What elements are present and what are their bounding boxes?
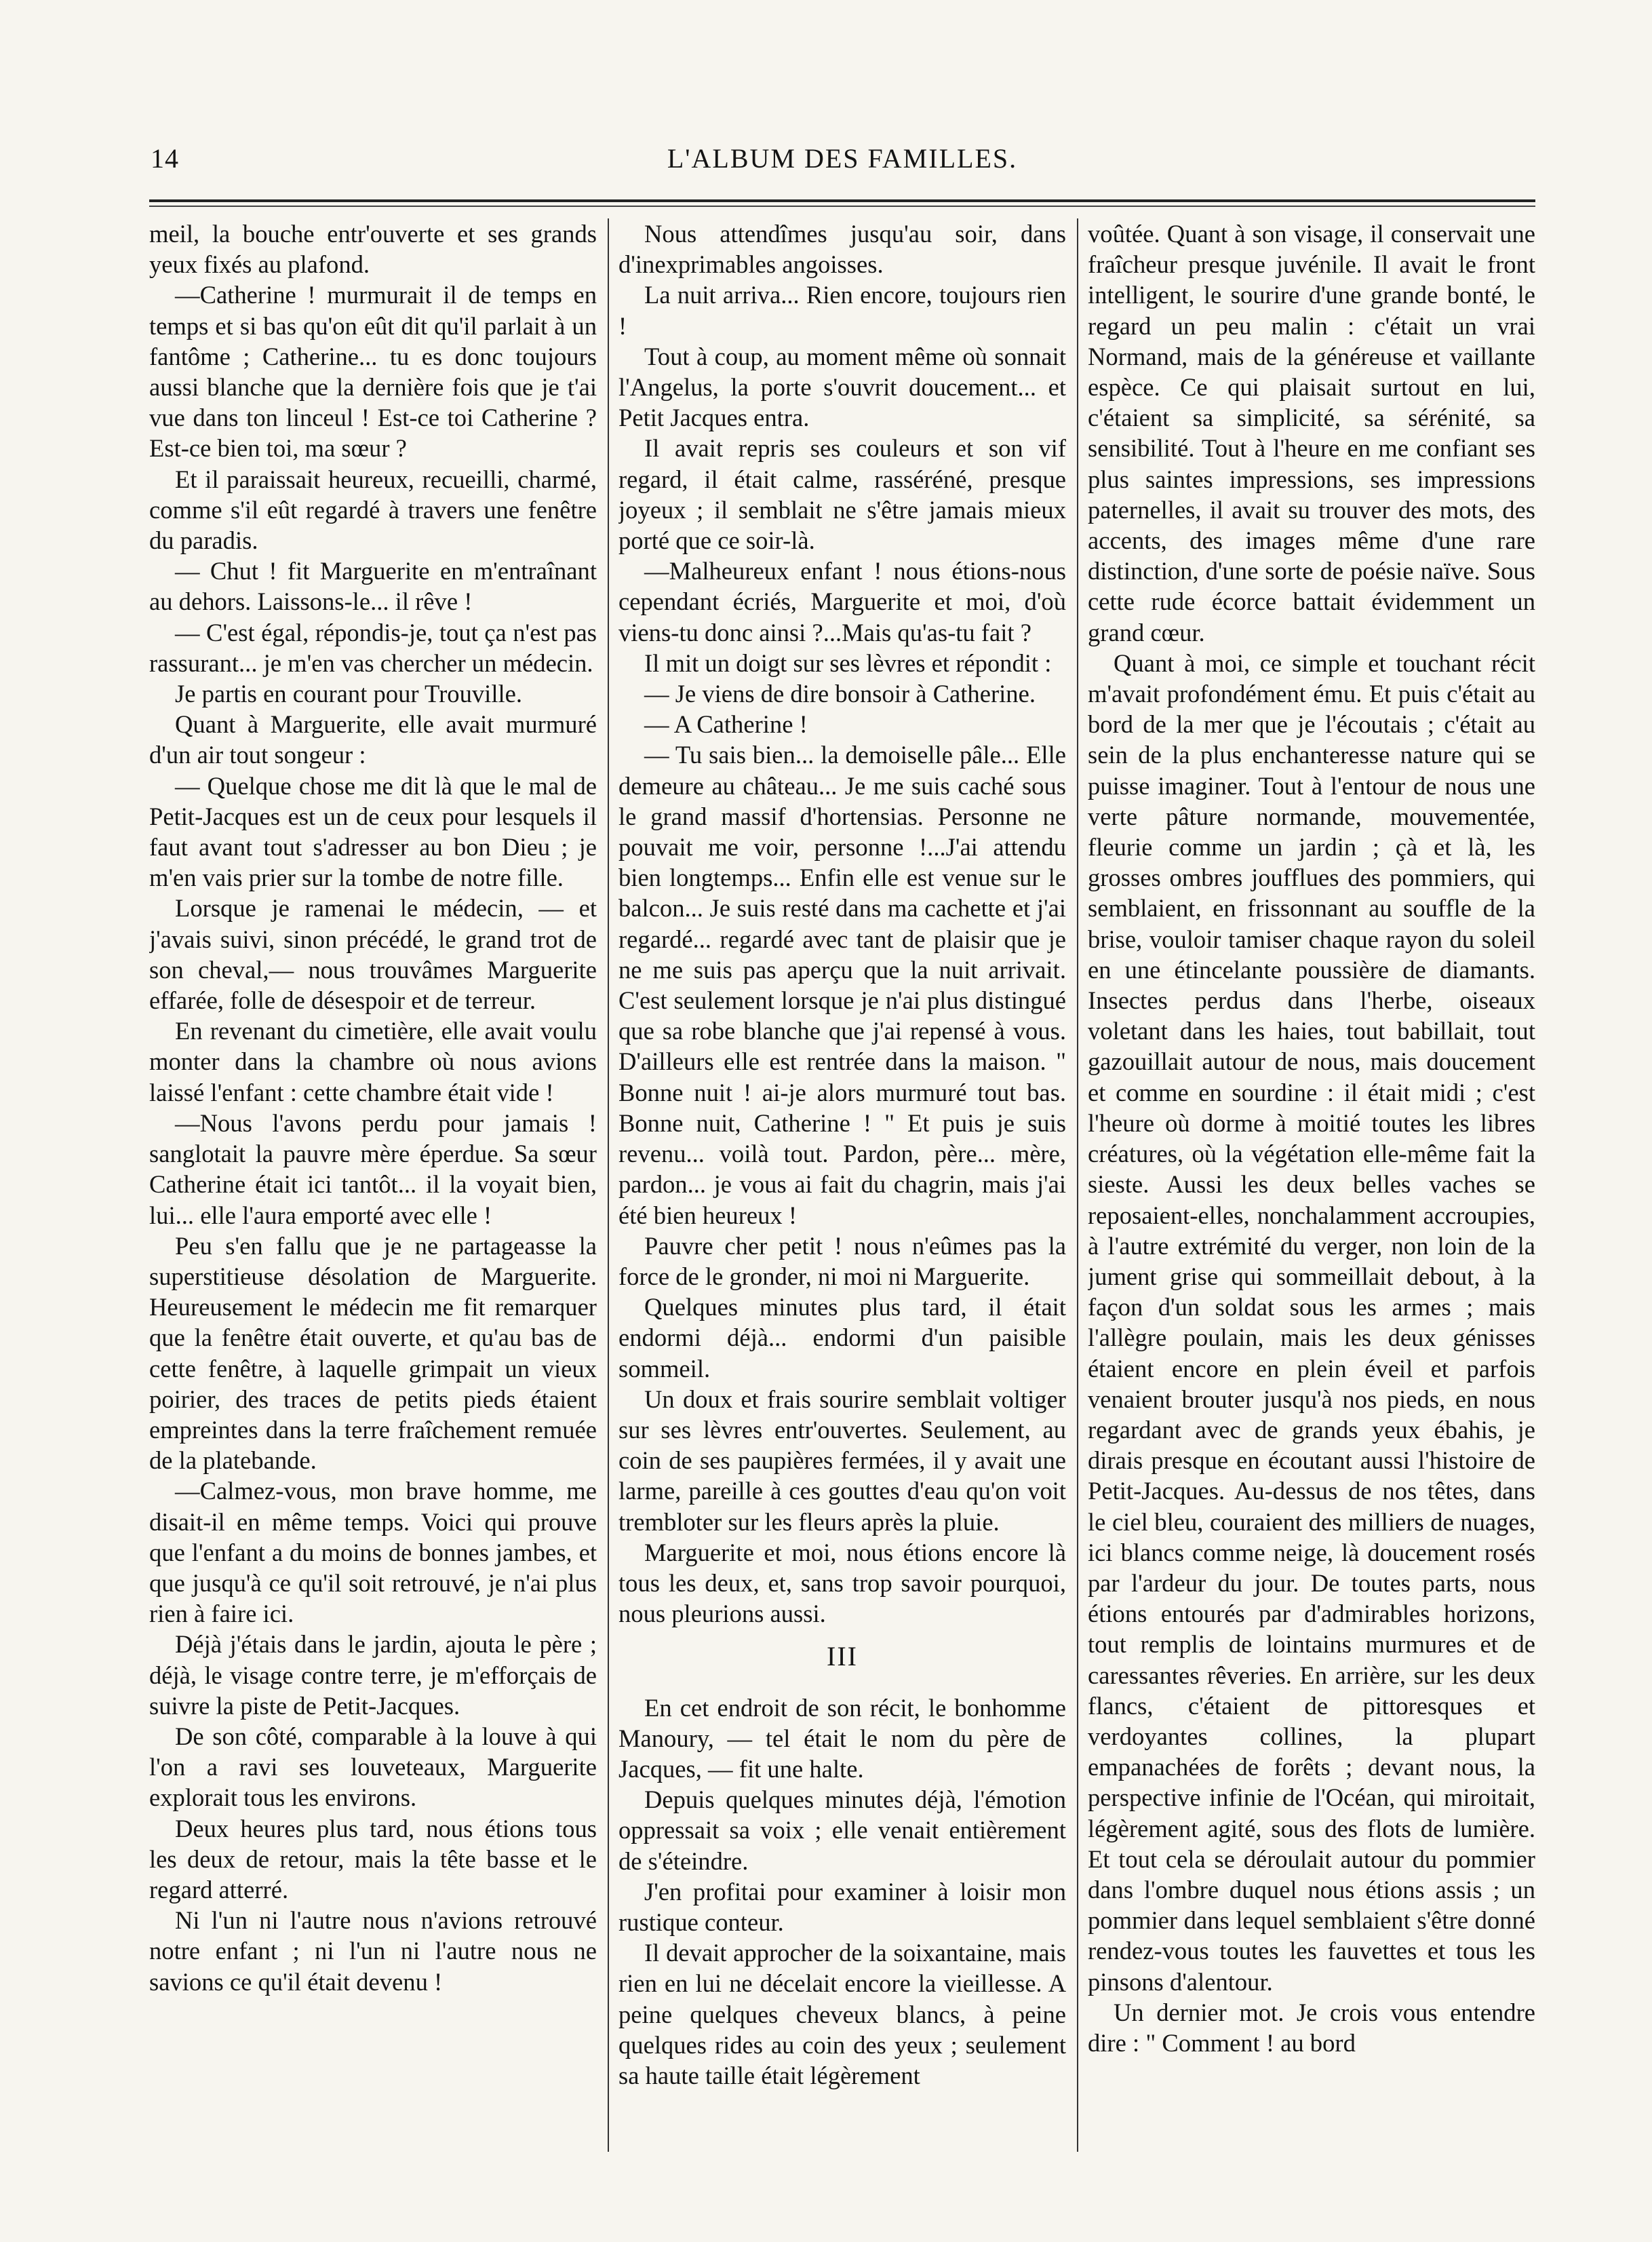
paragraph: Depuis quelques minutes déjà, l'émotion oppressait sa voix ; elle venait entièrement de s'éteindre. [618,1785,1066,1875]
paragraph: — Je viens de dire bonsoir à Catherine. [644,680,1036,708]
paragraph: Marguerite et moi, nous étions encore là tous les deux, et, sans trop savoir pourquoi, nous pleurions aussi. [618,1538,1066,1628]
paragraph: Je partis en courant pour Trouville. [175,680,523,708]
paragraph: voûtée. Quant à son visage, il conservait une fraîcheur presque juvénile. Il avait le front intelligent, le sourire d'une grande bonté, le regard un peu malin : c'était un vrai Normand, mais de la généreuse et vaillante espèce. Ce qui plaisait surtout en lui, c'étaient sa simplicité, sa sérénité, sa sensibilité. Tout à l'heure en me confiant ses plus saintes impressions, ses impressions paternelles, il avait su trouver des mots, des accents, des images même d'une rare distinction, d'une sorte de poésie naïve. Sous cette rude écorce battait évidemment un grand cœur. [1088,220,1535,646]
paragraph: Pauvre cher petit ! nous n'eûmes pas la force de le gronder, ni moi ni Marguerite. [618,1231,1066,1290]
paragraph: —Catherine ! murmurait il de temps en temps et si bas qu'on eût dit qu'il parlait à un fantôme ; Catherine... tu es donc toujours aussi blanche que la dernière fois que je t'ai vue dans ton linceul ! Est-ce toi Catherine ? Est-ce bien toi, ma sœur ? [149,281,597,463]
paragraph: Ni l'un ni l'autre nous n'avions retrouvé notre enfant ; ni l'un ni l'autre nous ne savions ce qu'il était devenu ! [149,1906,597,1996]
header-rule [149,199,1535,202]
paragraph: Quant à Marguerite, elle avait murmuré d'un air tout songeur : [149,710,597,769]
paragraph: meil, la bouche entr'ouverte et ses grands yeux fixés au plafond. [149,220,597,279]
paragraph: — Tu sais bien... la demoiselle pâle... Elle demeure au château... Je me suis caché sous le grand massif d'hortensias. Personne ne pouvait me voir, personne !...J'ai attendu bien longtemps... Enfin elle est venue sur le balcon... Je suis resté dans ma cachette et j'ai regardé... regardé avec tant de plaisir que je ne me suis pas aperçu que la nuit arrivait. C'est seulement lorsque je n'ai plus distingué que sa robe blanche que j'ai repensé à vous. D'ailleurs elle est rentrée dans la maison. " Bonne nuit ! ai-je alors murmuré tout bas. Bonne nuit, Catherine ! " Et puis je suis revenu... voilà tout. Pardon, père... mère, pardon... je vous ai fait du chagrin, mais j'ai été bien heureux ! [618,741,1066,1229]
paragraph: J'en profitai pour examiner à loisir mon rustique conteur. [618,1877,1066,1936]
paragraph: —Calmez-vous, mon brave homme, me disait-il en même temps. Voici qui prouve que l'enfant a du moins de bonnes jambes, et que jusqu'à ce qu'il soit retrouvé, je n'ai plus rien à faire ici. [149,1477,597,1628]
paragraph: Tout à coup, au moment même où sonnait l'Angelus, la porte s'ouvrit doucement... et Petit Jacques entra. [618,342,1066,432]
page [149,142,1535,2171]
column-separator [1077,218,1078,2152]
header-rule-thin [149,206,1535,207]
paragraph: Un dernier mot. Je crois vous entendre dire : " Comment ! au bord [1088,1998,1535,2057]
text-column-2 [618,218,1066,2165]
paragraph: Deux heures plus tard, nous étions tous les deux de retour, mais la tête basse et le regard atterré. [149,1814,597,1903]
paragraph: Un doux et frais sourire semblait voltiger sur ses lèvres entr'ouvertes. Seulement, au coin de ses paupières fermées, il y avait une larme, pareille à ces gouttes d'eau qu'on voit trembloter sur les fleurs après la pluie. [618,1385,1066,1536]
section-heading: III [827,1641,858,1672]
text-column-3 [1088,218,1535,2165]
paragraph: Lorsque je ramenai le médecin, — et j'avais suivi, sinon précédé, le grand trot de son cheval,— nous trouvâmes Marguerite effarée, folle de désespoir et de terreur. [149,894,597,1015]
paragraph: De son côté, comparable à la louve à qui l'on a ravi ses louveteaux, Marguerite explorait tous les environs. [149,1722,597,1812]
text-column-1 [149,218,597,2165]
paragraph: Et il paraissait heureux, recueilli, charmé, comme s'il eût regardé à travers une fenêtre du paradis. [149,465,597,555]
paragraph: — Chut ! fit Marguerite en m'entraînant au dehors. Laissons-le... il rêve ! [149,557,597,616]
paragraph: —Malheureux enfant ! nous étions-nous cependant écriés, Marguerite et moi, d'où viens-tu donc ainsi ?...Mais qu'as-tu fait ? [618,557,1066,646]
paragraph: — A Catherine ! [644,710,808,739]
running-header [149,142,1535,185]
paragraph: Il mit un doigt sur ses lèvres et répondit : [644,649,1052,677]
paragraph: Il avait repris ses couleurs et son vif regard, il était calme, rasséréné, presque joyeux ; il semblait ne s'être jamais mieux porté que ce soir-là. [618,434,1066,555]
paragraph: Peu s'en fallu que je ne partageasse la superstitieuse désolation de Marguerite. Heureusement le médecin me fit remarquer que la fenêtre était ouverte, et qu'au bas de cette fenêtre, à laquelle grimpait un vieux poirier, des traces de petits pieds étaient empreintes dans la terre fraîchement remuée de la platebande. [149,1231,597,1475]
column-separator [608,218,609,2152]
paragraph: Il devait approcher de la soixantaine, mais rien en lui ne décelait encore la vieillesse. A peine quelques cheveux blancs, à peine quelques rides au coin des yeux ; seulement sa haute taille était légèrement [618,1939,1066,2089]
text-columns [149,218,1535,2165]
paragraph: — C'est égal, répondis-je, tout ça n'est pas rassurant... je m'en vas chercher un médecin. [149,618,597,677]
paragraph: Quelques minutes plus tard, il était endormi déjà... endormi d'un paisible sommeil. [618,1293,1066,1383]
running-title: L'ALBUM DES FAMILLES. [667,143,1018,174]
paragraph: Nous attendîmes jusqu'au soir, dans d'inexprimables angoisses. [618,220,1066,279]
paragraph: La nuit arriva... Rien encore, toujours rien ! [618,281,1066,340]
paragraph: —Nous l'avons perdu pour jamais ! sanglotait la pauvre mère éperdue. Sa sœur Catherine était ici tantôt... il la voyait bien, lui... elle l'aura emporté avec elle ! [149,1108,597,1229]
paragraph: En revenant du cimetière, elle avait voulu monter dans la chambre où nous avions laissé l'enfant : cette chambre était vide ! [149,1017,597,1106]
paragraph: En cet endroit de son récit, le bonhomme Manoury, — tel était le nom du père de Jacques, — fit une halte. [618,1693,1066,1783]
page-number: 14 [151,143,179,174]
paragraph: Quant à moi, ce simple et touchant récit m'avait profondément ému. Et puis c'était au bord de la mer que je l'écoutais ; c'était au sein de la plus enchanteresse nature qui se puisse imaginer. Tout à l'entour de nous une verte pâture normande, mouvementée, fleurie comme un jardin ; çà et là, les grosses ombres joufflues des pommiers, qui semblaient, en frissonnant au souffle de la brise, vouloir tamiser chaque rayon du soleil en une étincelante poussière de diamants. Insectes perdus dans l'herbe, oiseaux voletant dans les haies, tout babillait, tout gazouillait autour de nous, mais doucement et comme en sourdine : il était midi ; c'est l'heure où dorme à moitié toutes les libres créatures, où la végétation elle-même fait la sieste. Aussi les deux belles vaches se reposaient-elles, nonchalamment accroupies, à l'autre extrémité du verger, non loin de la jument grise qui sommeillait debout, à la façon d'un soldat sous les armes ; mais l'allègre poulain, mais les deux génisses étaient encore en plein éveil et parfois venaient brouter jusqu'à nos pieds, en nous regardant avec de grands yeux ébahis, je dirais presque en écoutant aussi l'histoire de Petit-Jacques. Au-dessus de nos têtes, dans le ciel bleu, couraient des milliers de nuages, ici blancs comme neige, là doucement rosés par l'ardeur du jour. De toutes parts, nous étions entourés par d'admirables horizons, tout remplis de lointains murmures et de caressantes rêveries. En arrière, sur les deux flancs, c'étaient de pittoresques et verdoyantes collines, la plupart empanachées de forêts ; devant nous, la perspective infinie de l'Océan, qui miroitait, légèrement agité, sous des flots de lumière. Et tout cela se déroulait autour du pommier dans l'ombre duquel nous étions assis ; un pommier dans lequel semblaient s'être donné rendez-vous toutes les fauvettes et tous les pinsons d'alentour. [1088,649,1535,1996]
paragraph: Déjà j'étais dans le jardin, ajouta le père ; déjà, le visage contre terre, je m'efforçais de suivre la piste de Petit-Jacques. [149,1630,597,1720]
paragraph: — Quelque chose me dit là que le mal de Petit-Jacques est un de ceux pour lesquels il faut avant tout s'adresser au bon Dieu ; je m'en vais prier sur la tombe de notre fille. [149,771,597,892]
